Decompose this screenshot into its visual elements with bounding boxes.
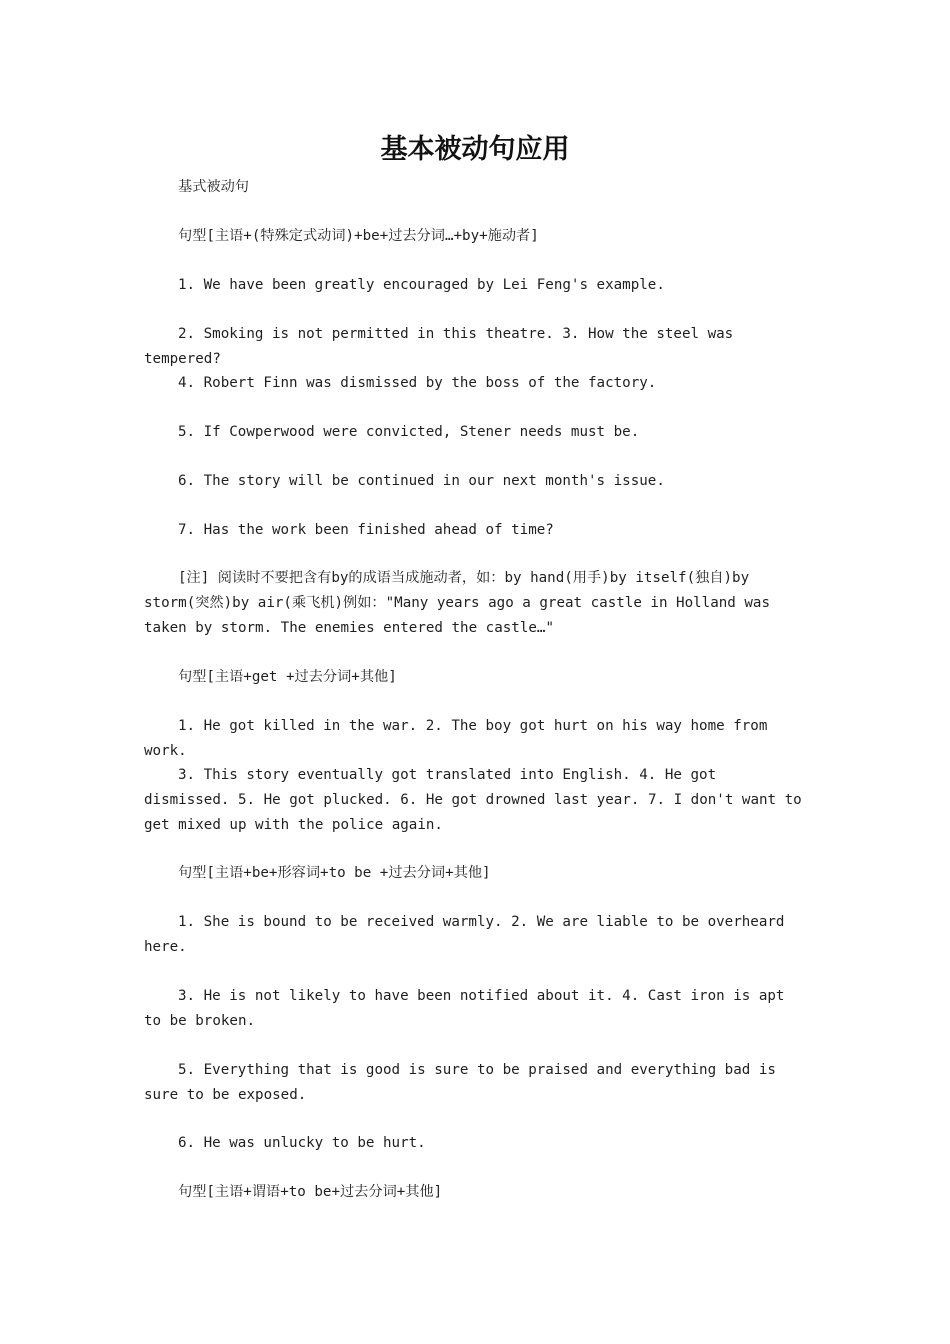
example-sentence: 5. Everything that is good is sure to be praised and everything bad is sure to be exposed. bbox=[144, 1062, 776, 1103]
document-title: 基本被动句应用 bbox=[380, 134, 570, 165]
example-sentence: 4. Robert Finn was dismissed by the boss of the factory. bbox=[178, 375, 657, 391]
example-sentence: 2. Smoking is not permitted in this theatre. 3. How the steel was tempered? bbox=[144, 326, 734, 367]
pattern-heading-3: 句型[主语+be+形容词+to be +过去分词+其他] bbox=[178, 865, 491, 881]
example-sentence: 7. Has the work been finished ahead of time? bbox=[178, 522, 554, 538]
example-sentence: 3. He is not likely to have been notified about it. 4. Cast iron is apt to be broken. bbox=[144, 988, 785, 1029]
example-sentence: 3. This story eventually got translated into English. 4. He got dismissed. 5. He got plucked. 6. He got drowned last year. 7. I don't want to get mixed up with the police again. bbox=[144, 767, 802, 833]
example-sentence: 1. She is bound to be received warmly. 2. We are liable to be overheard here. bbox=[144, 914, 785, 955]
example-sentence: 6. He was unlucky to be hurt. bbox=[178, 1135, 426, 1151]
example-sentence: 1. He got killed in the war. 2. The boy got hurt on his way home from work. bbox=[144, 718, 768, 759]
note-paragraph: [注] 阅读时不要把含有by的成语当成施动者，如：by hand(用手)by itself(独自)by storm(突然)by air(乘飞机)例如："Many years ago a great castle in Holland was taken by storm. The enemies entered the castle…" bbox=[144, 570, 770, 636]
example-sentence: 1. We have been greatly encouraged by Lei Feng's example. bbox=[178, 277, 665, 293]
example-sentence: 6. The story will be continued in our next month's issue. bbox=[178, 473, 665, 489]
pattern-heading-2: 句型[主语+get +过去分词+其他] bbox=[178, 669, 397, 685]
section-heading-basic-passive: 基式被动句 bbox=[178, 179, 249, 195]
example-sentence: 5. If Cowperwood were convicted, Stener needs must be. bbox=[178, 424, 640, 440]
pattern-heading-1: 句型[主语+(特殊定式动词)+be+过去分词…+by+施动者] bbox=[178, 228, 539, 244]
pattern-heading-4: 句型[主语+谓语+to be+过去分词+其他] bbox=[178, 1184, 443, 1200]
